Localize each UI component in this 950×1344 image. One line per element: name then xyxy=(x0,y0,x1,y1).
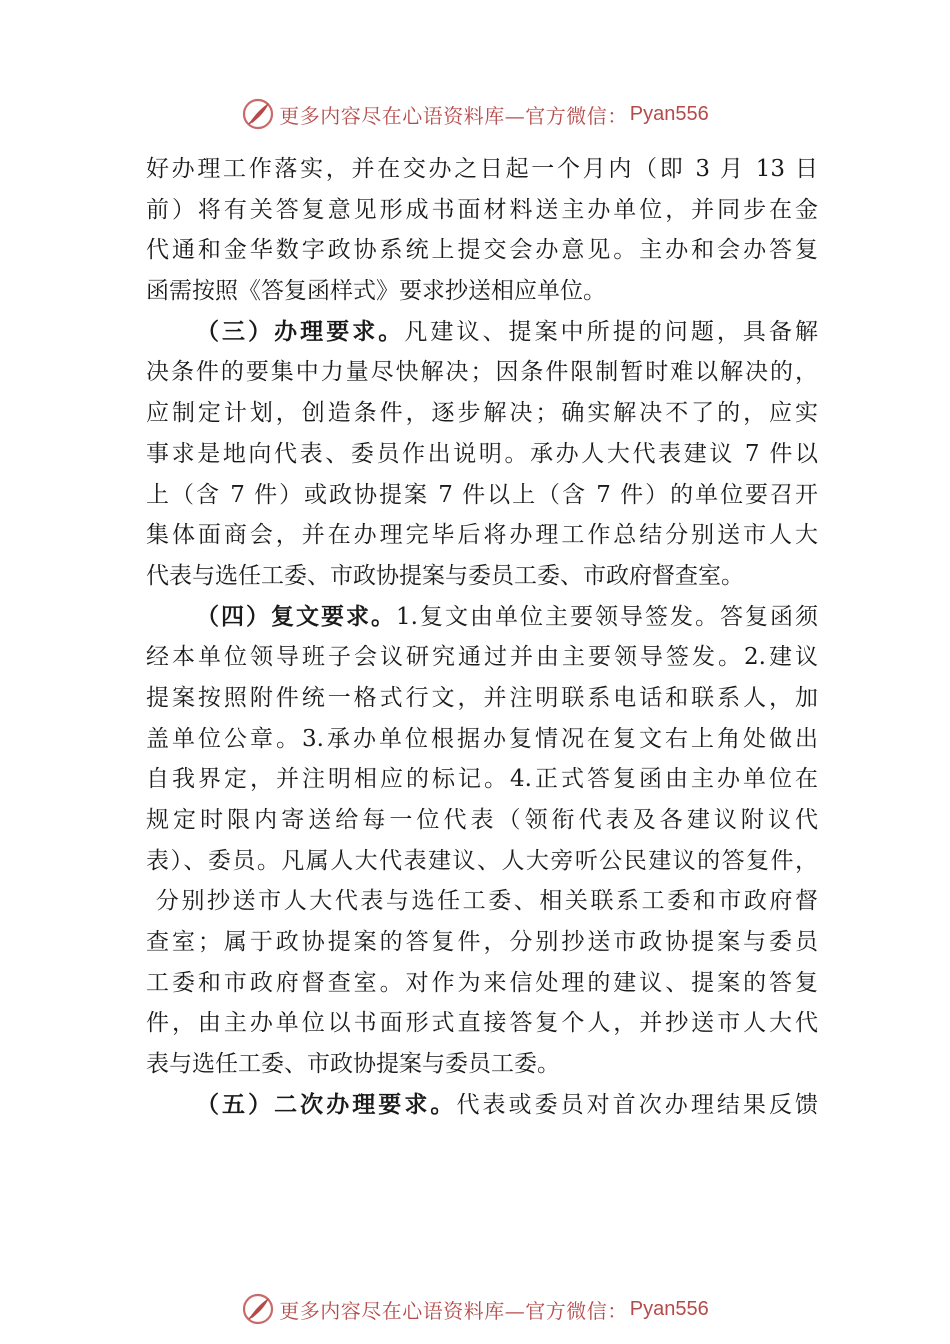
text-span: 代表或委员对首次办理结果反馈 xyxy=(456,1091,819,1118)
text-line: 上（含 7 件）或政协提案 7 件以上（含 7 件）的单位要召开 xyxy=(146,481,818,508)
header-wechat-id: Pyan556 xyxy=(629,102,709,125)
text-span: 凡建议、提案中所提的问题，具备解 xyxy=(404,318,819,345)
text-line: 好办理工作落实，并在交办之日起一个月内（即 3 月 13 日 xyxy=(146,156,818,182)
section-first-line xyxy=(146,597,818,638)
section-heading: （三）办理要求。 xyxy=(196,317,405,345)
text-line: 代通和金华数字政协系统上提交会办意见。主办和会办答复 xyxy=(146,237,818,264)
section-heading: （四）复文要求。 xyxy=(196,602,397,630)
text-line: 经本单位领导班子会议研究通过并由主要领导签发。2.建议 xyxy=(146,644,818,671)
header-slogan: 更多内容尽在心语资料库—官方微信： xyxy=(279,103,628,128)
section-heading: （五）二次办理要求。 xyxy=(196,1090,457,1118)
section-first-line xyxy=(146,1085,818,1126)
text-line: 查室；属于政协提案的答复件，分别抄送市政协提案与委员 xyxy=(146,929,818,956)
text-line: 集体面商会，并在办理完毕后将办理工作总结分别送市人大 xyxy=(146,522,818,549)
text-line: 事求是地向代表、委员作出说明。承办人大代表建议 7 件以 xyxy=(146,440,818,467)
text-line: 分别抄送市人大代表与选任工委、相关联系工委和市政府督 xyxy=(146,888,818,915)
text-line: 决条件的要集中力量尽快解决；因条件限制暂时难以解决的， xyxy=(146,359,818,386)
document-body xyxy=(146,149,818,1126)
footer-banner xyxy=(0,1289,950,1329)
text-line: 前）将有关答复意见形成书面材料送主办单位，并同步在金 xyxy=(146,196,818,223)
text-line: 盖单位公章。3.承办单位根据办复情况在复文右上角处做出 xyxy=(146,725,818,752)
text-line: 表）、委员。凡属人大代表建议、人大旁听公民建议的答复件， xyxy=(146,847,818,874)
footer-wechat-id: Pyan556 xyxy=(629,1297,709,1320)
feather-pen-logo-icon xyxy=(241,97,275,131)
footer-slogan: 更多内容尽在心语资料库—官方微信： xyxy=(279,1298,628,1323)
text-line: 代表与选任工委、市政协提案与委员工委、市政府督查室。 xyxy=(146,562,744,589)
text-line: 应制定计划，创造条件，逐步解决；确实解决不了的，应实 xyxy=(146,400,818,427)
feather-pen-logo-icon xyxy=(241,1292,275,1326)
header-banner xyxy=(0,94,950,134)
text-line: 函需按照《答复函样式》要求抄送相应单位。 xyxy=(146,278,606,305)
text-line: 工委和市政府督查室。对作为来信处理的建议、提案的答复 xyxy=(146,969,818,996)
text-line: 自我界定，并注明相应的标记。4.正式答复函由主办单位在 xyxy=(146,766,818,793)
text-line: 提案按照附件统一格式行文，并注明联系电话和联系人，加 xyxy=(146,684,818,711)
text-span: 1.复文由单位主要领导签发。答复函须 xyxy=(396,603,818,630)
text-line: 件，由主办单位以书面形式直接答复个人，并抄送市人大代 xyxy=(146,1010,818,1037)
text-line: 规定时限内寄送给每一位代表（领衔代表及各建议附议代 xyxy=(146,807,818,833)
section-first-line xyxy=(146,312,818,353)
text-line: 表与选任工委、市政协提案与委员工委。 xyxy=(146,1051,560,1078)
